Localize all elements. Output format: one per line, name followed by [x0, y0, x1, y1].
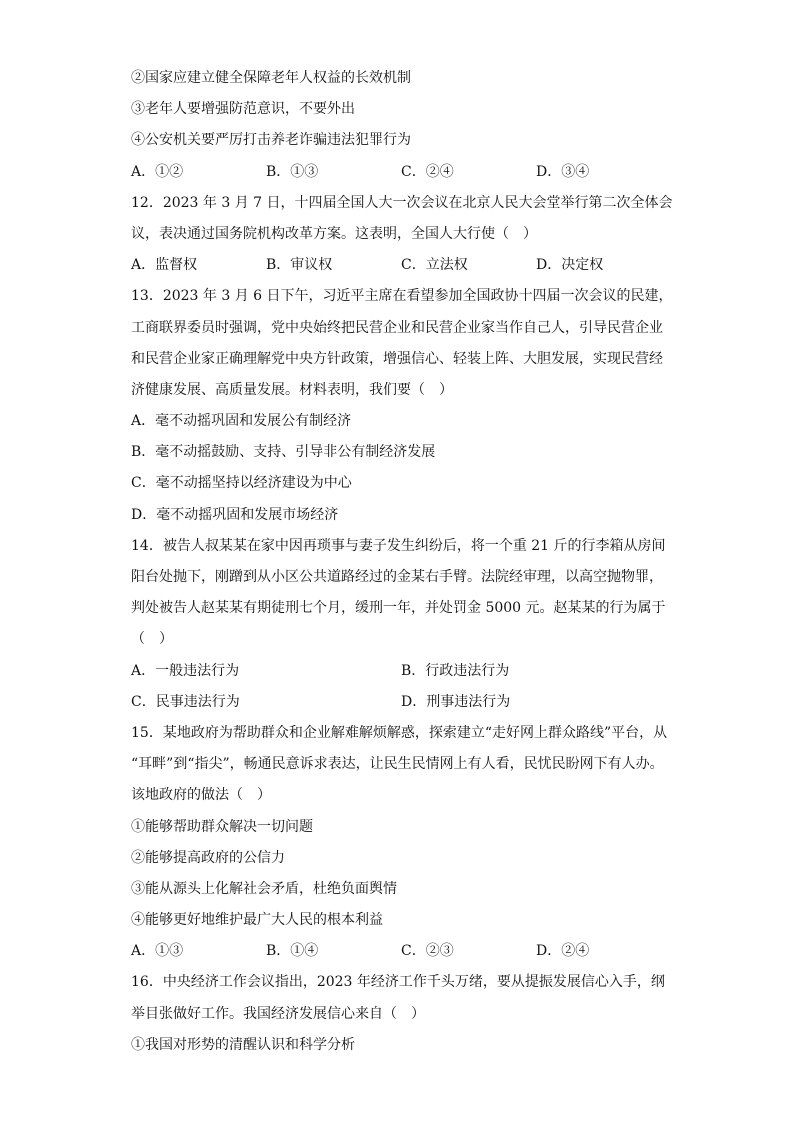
q15-option-d[interactable]: D．②④ — [536, 943, 590, 960]
q13-option-c[interactable]: C．毫不动摇坚持以经济建设为中心 — [131, 475, 352, 492]
q11-option-d[interactable]: D．③④ — [536, 163, 590, 180]
q13-option-a[interactable]: A．毫不动摇巩固和发展公有制经济 — [131, 413, 352, 430]
q14-stem-line-1: 14．被告人叔某某在家中因再琐事与妻子发生纠纷后，将一个重 21 斤的行李箱从房间 — [131, 537, 666, 554]
q13-stem-line-4: 济健康发展、高质量发展。材料表明，我们要（ ） — [131, 381, 453, 398]
q15-option-c[interactable]: C．②③ — [401, 943, 454, 960]
q16-stem-line-2: 举目张做好工作。我国经济发展信心来自（ ） — [131, 1005, 425, 1022]
q12-option-a[interactable]: A．监督权 — [131, 257, 198, 274]
q13-option-d[interactable]: D．毫不动摇巩固和发展市场经济 — [131, 506, 339, 523]
q15-option-b[interactable]: B．①④ — [266, 943, 319, 960]
q15-item-2: ②能够提高政府的公信力 — [131, 849, 285, 866]
q15-stem-line-1: 15．某地政府为帮助群众和企业解难解烦解惑，探索建立“走好网上群众路线”平台，从 — [131, 724, 668, 741]
q16-stem-line-1: 16．中央经济工作会议指出，2023 年经济工作千头万绪，要从提振发展信心入手，纲 — [131, 974, 665, 991]
q14-option-c[interactable]: C．民事违法行为 — [131, 693, 240, 710]
q12-stem-line-2: 议，表决通过国务院机构改革方案。这表明，全国人大行使（ ） — [131, 225, 537, 242]
q15-item-3: ③能从源头上化解社会矛盾，杜绝负面舆情 — [131, 880, 397, 897]
q12-option-b[interactable]: B．审议权 — [266, 257, 333, 274]
q14-stem-line-3: 判处被告人赵某某有期徒刑七个月，缓刑一年，并处罚金 5000 元。赵某某的行为属于 — [131, 600, 666, 617]
q13-stem-line-2: 工商联界委员时强调，党中央始终把民营企业和民营企业家当作自己人，引导民营企业 — [131, 319, 663, 336]
q12-stem-line-1: 12．2023 年 3 月 7 日，十四届全国人大一次会议在北京人民大会堂举行第二次全体会 — [131, 194, 673, 211]
q11-item-3: ③老年人要增强防范意识，不要外出 — [131, 101, 355, 118]
q15-stem-line-3: 该地政府的做法（ ） — [131, 787, 271, 804]
q14-option-a[interactable]: A．一般违法行为 — [131, 662, 240, 679]
q11-options — [131, 157, 671, 188]
q14-options-row-2 — [131, 687, 671, 718]
q14-stem-line-4: （ ） — [131, 631, 173, 648]
q14-options-row-1 — [131, 656, 671, 687]
q11-option-c[interactable]: C．②④ — [401, 163, 454, 180]
q11-item-4: ④公安机关要严厉打击养老诈骗违法犯罪行为 — [131, 132, 411, 149]
q11-option-a[interactable]: A．①② — [131, 163, 184, 180]
q15-stem-line-2: “耳畔”到“指尖”，畅通民意诉求表达，让民生民情网上有人看，民忧民盼网下有人办。 — [131, 756, 664, 773]
q15-options — [131, 936, 671, 967]
q15-option-a[interactable]: A．①③ — [131, 943, 184, 960]
q14-stem-line-2: 阳台处抛下，刚蹭到从小区公共道路经过的金某右手臂。法院经审理，以高空抛物罪， — [131, 569, 663, 585]
q14-option-d[interactable]: D．刑事违法行为 — [401, 693, 511, 710]
q11-option-b[interactable]: B．①③ — [266, 163, 319, 180]
q15-item-4: ④能够更好地维护最广大人民的根本利益 — [131, 912, 383, 929]
page-content — [131, 63, 671, 1061]
q13-stem-line-3: 和民营企业家正确理解党中央方针政策，增强信心、轻装上阵、大胆发展，实现民营经 — [131, 350, 663, 367]
q12-options — [131, 250, 671, 281]
q14-option-b[interactable]: B．行政违法行为 — [401, 662, 510, 679]
q16-item-1: ①我国对形势的清醒认识和科学分析 — [131, 1036, 355, 1053]
q11-item-2: ②国家应建立健全保障老年人权益的长效机制 — [131, 70, 411, 86]
q13-option-b[interactable]: B．毫不动摇鼓励、支持、引导非公有制经济发展 — [131, 444, 436, 461]
q12-option-c[interactable]: C．立法权 — [401, 257, 468, 274]
q13-stem-line-1: 13．2023 年 3 月 6 日下午，习近平主席在看望参加全国政协十四届一次会议的民建， — [131, 288, 673, 305]
q12-option-d[interactable]: D．决定权 — [536, 257, 604, 274]
q15-item-1: ①能够帮助群众解决一切问题 — [131, 818, 313, 835]
